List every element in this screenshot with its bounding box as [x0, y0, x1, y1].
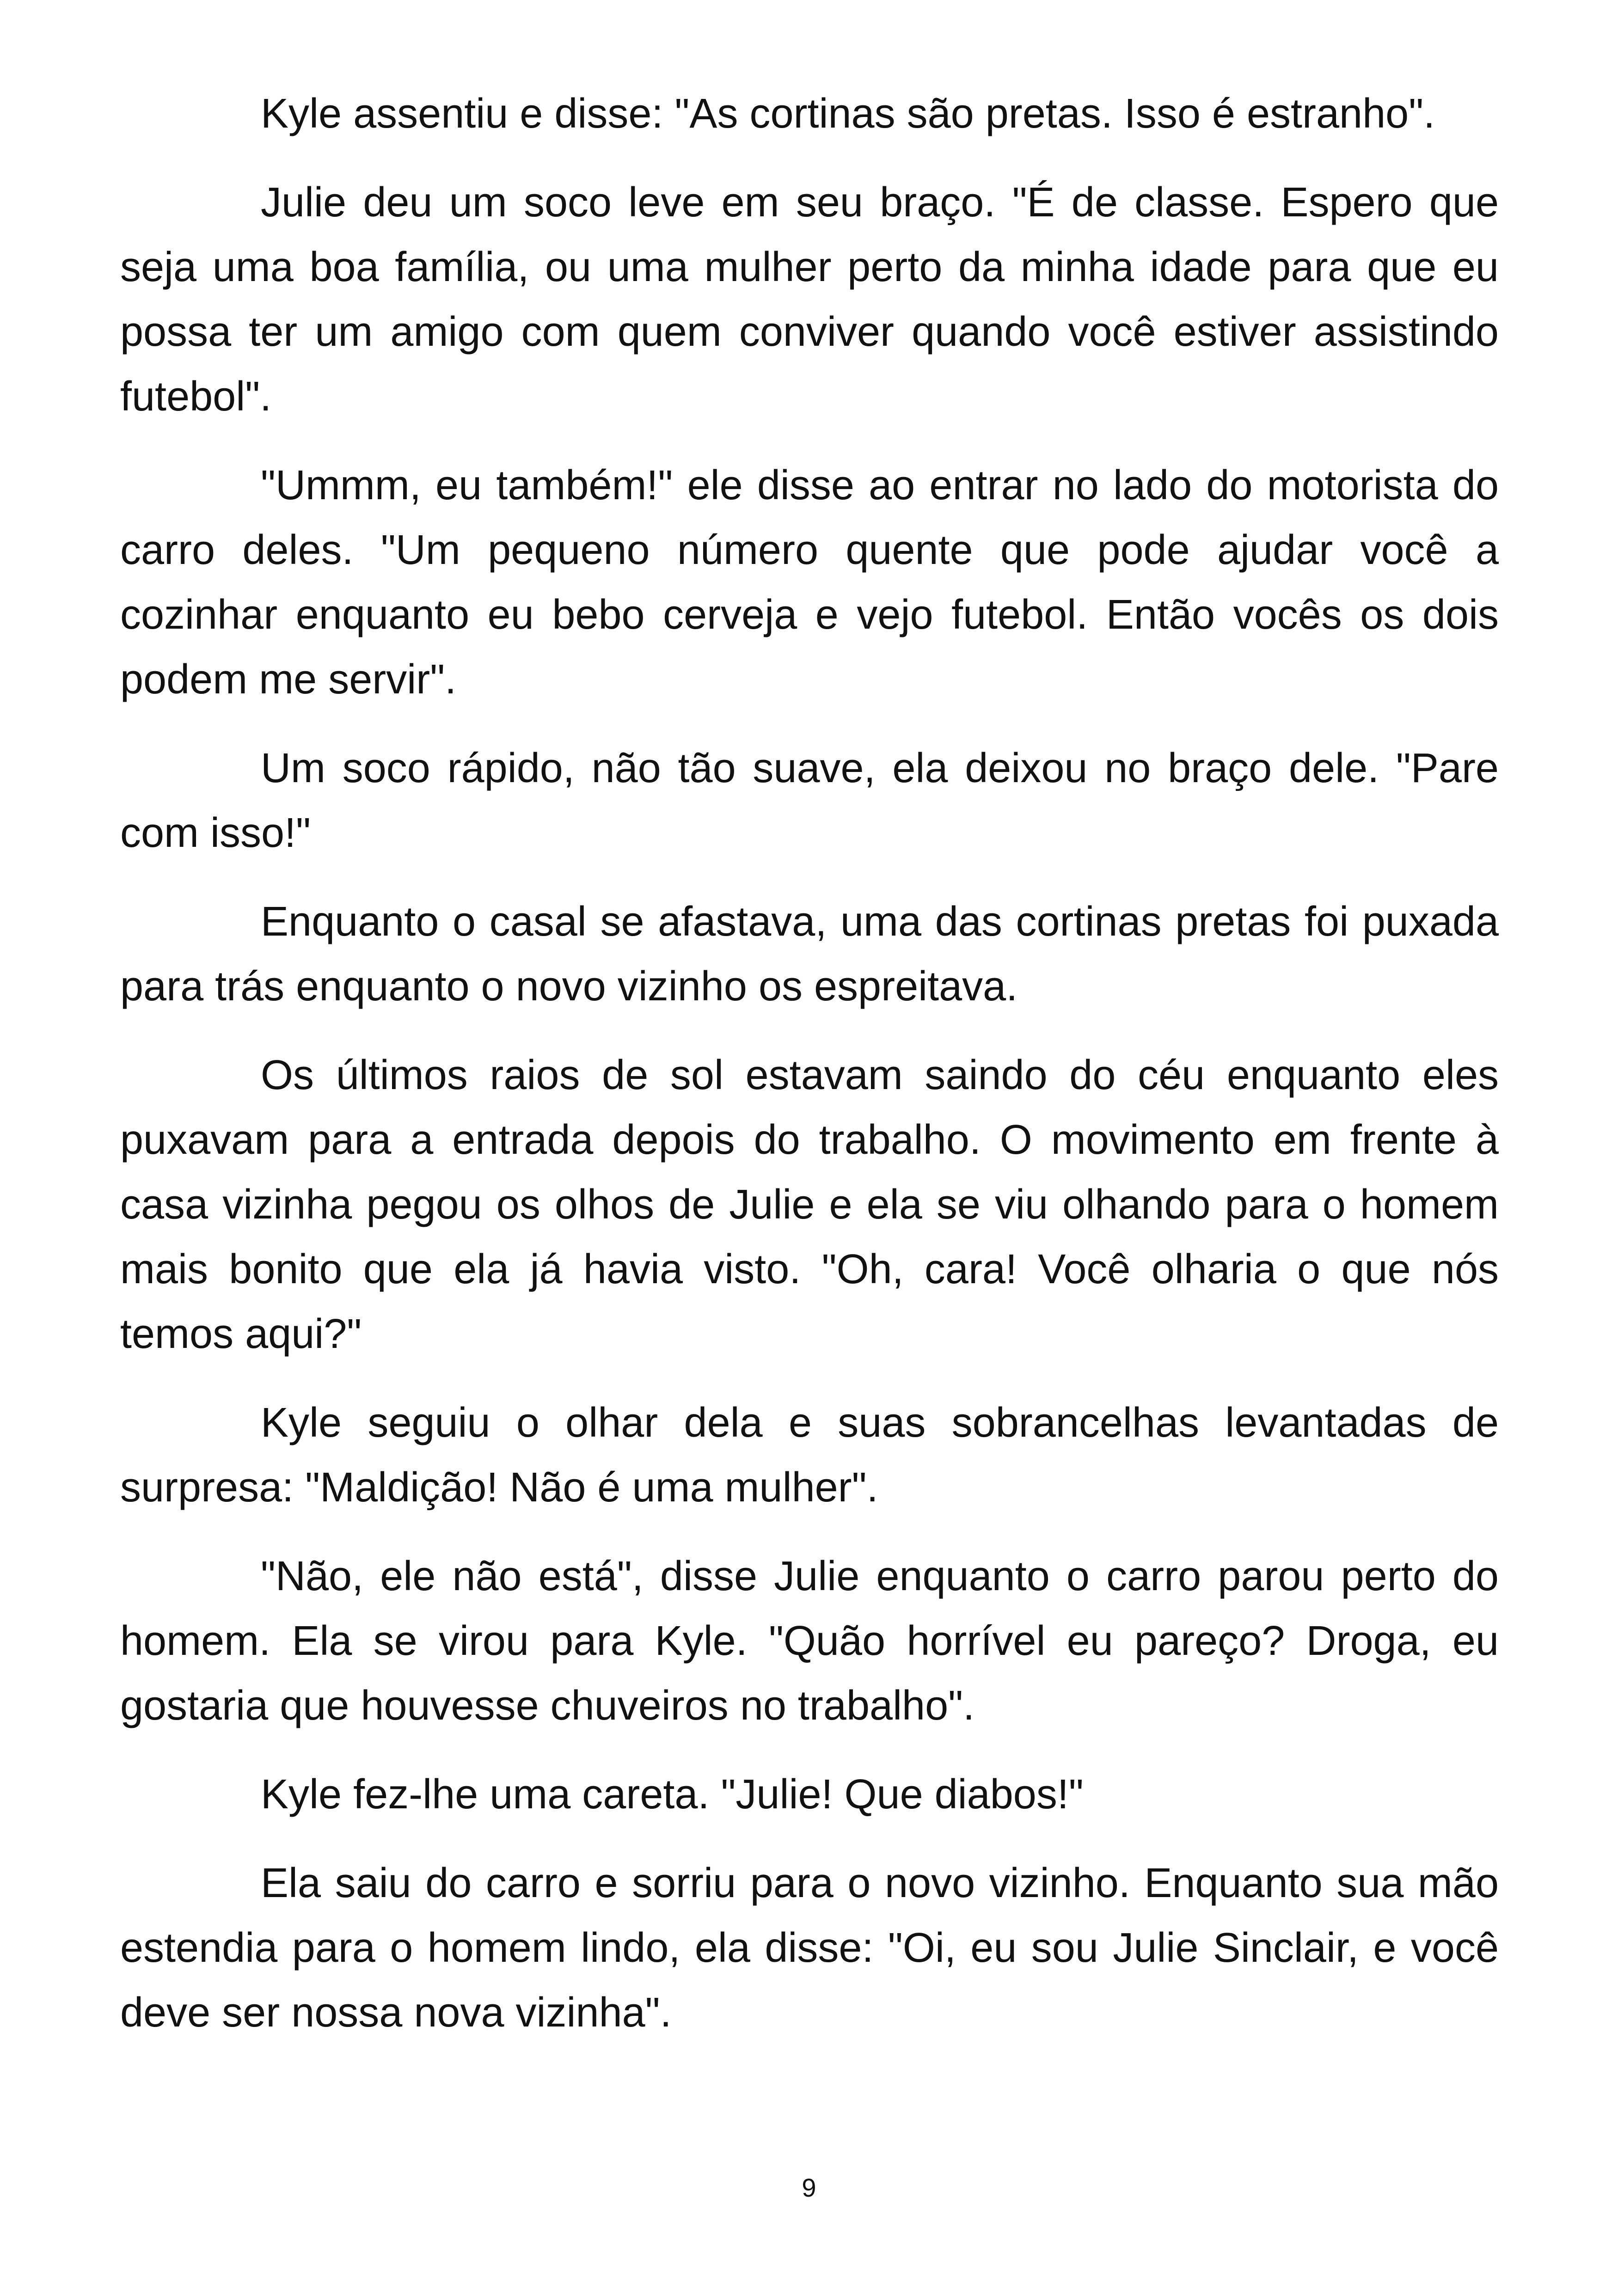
page-number: 9 — [802, 2173, 816, 2202]
paragraph: Enquanto o casal se afastava, uma das cortinas pretas foi puxada para trás enquanto o novo vizinho os espreitava. — [120, 899, 1499, 1010]
paragraph: Os últimos raios de sol estavam saindo do céu enquanto eles puxavam para a entrada depois do trabalho. O movimento em frente à casa vizinha pegou os olhos de Julie e ela se viu olhando para o homem mais bonito que ela já havia visto. "Oh, cara! Você olharia o que nós temos aqui?" — [120, 1052, 1499, 1357]
paragraph: Ela saiu do carro e sorriu para o novo vizinho. Enquanto sua mão estendia para o homem lindo, ela disse: "Oi, eu sou Julie Sinclair, e você deve ser nossa nova vizinha". — [120, 1860, 1499, 2036]
text-body — [120, 81, 1499, 2069]
paragraph: Um soco rápido, não tão suave, ela deixou no braço dele. "Pare com isso!" — [120, 745, 1499, 856]
paragraph: Kyle fez-lhe uma careta. "Julie! Que diabos!" — [261, 1771, 1084, 1818]
paragraph: Kyle seguiu o olhar dela e suas sobrancelhas levantadas de surpresa: "Maldição! Não é uma mulher". — [120, 1400, 1499, 1511]
paragraph: "Não, ele não está", disse Julie enquanto o carro parou perto do homem. Ela se virou para Kyle. "Quão horrível eu pareço? Droga, eu gostaria que houvesse chuveiros no trabalho". — [120, 1553, 1499, 1729]
paragraph: Kyle assentiu e disse: "As cortinas são pretas. Isso é estranho". — [261, 91, 1435, 137]
paragraph: "Ummm, eu também!" ele disse ao entrar no lado do motorista do carro deles. "Um pequeno número quente que pode ajudar você a cozinhar enquanto eu bebo cerveja e vejo futebol. Então vocês os dois podem me servir". — [120, 462, 1499, 703]
paragraph: Julie deu um soco leve em seu braço. "É de classe. Espero que seja uma boa família, ou uma mulher perto da minha idade para que eu possa ter um amigo com quem conviver quando você estiver assistindo futebol". — [120, 179, 1499, 420]
